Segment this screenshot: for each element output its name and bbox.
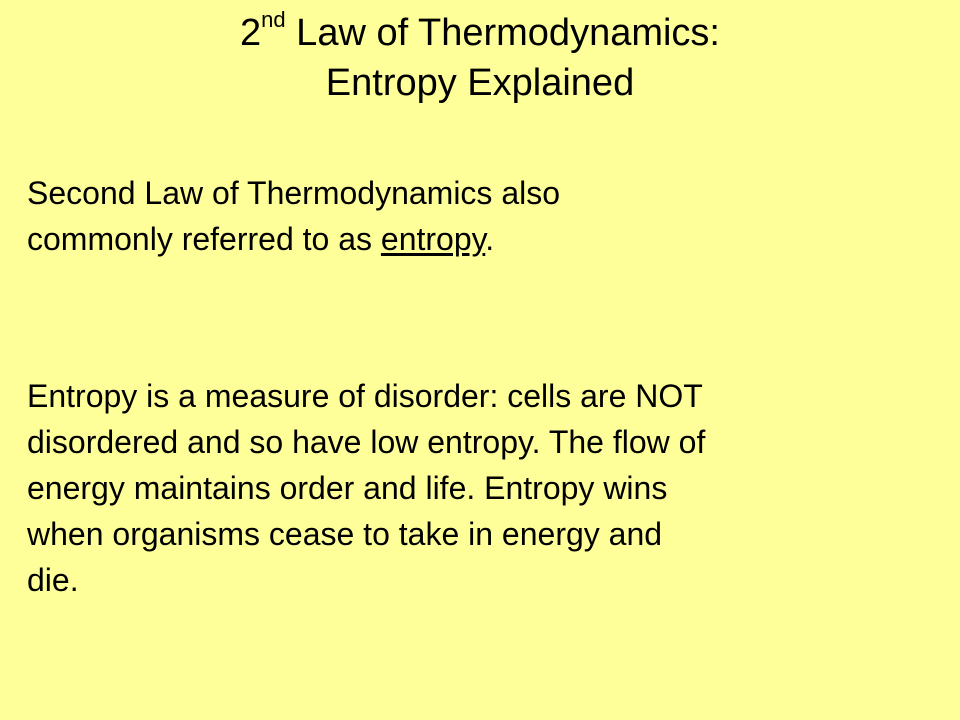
definition-line-2-suffix: .	[485, 221, 495, 257]
title-line-2: Entropy Explained	[325, 62, 635, 104]
title-line-1-text: Law of Thermodynamics:	[285, 12, 720, 54]
explanation-line-2: disordered and so have low entropy. The flow of	[27, 424, 706, 460]
title-ordinal-suffix: nd	[261, 7, 286, 33]
definition-paragraph	[27, 170, 937, 262]
entropy-term: entropy	[380, 221, 486, 257]
explanation-line-4: when organisms cease to take in energy and	[27, 516, 663, 552]
title-line-1	[240, 7, 720, 54]
slide-title	[0, 8, 960, 108]
explanation-line-1: Entropy is a measure of disorder: cells are NOT	[27, 378, 703, 414]
explanation-line-5: die.	[27, 562, 79, 598]
explanation-line-3: energy maintains order and life. Entropy wins	[27, 470, 668, 506]
title-number: 2	[240, 12, 262, 54]
definition-line-2-prefix: commonly referred to as	[27, 221, 381, 257]
definition-line-1: Second Law of Thermodynamics also	[27, 175, 561, 211]
explanation-paragraph	[27, 373, 937, 603]
